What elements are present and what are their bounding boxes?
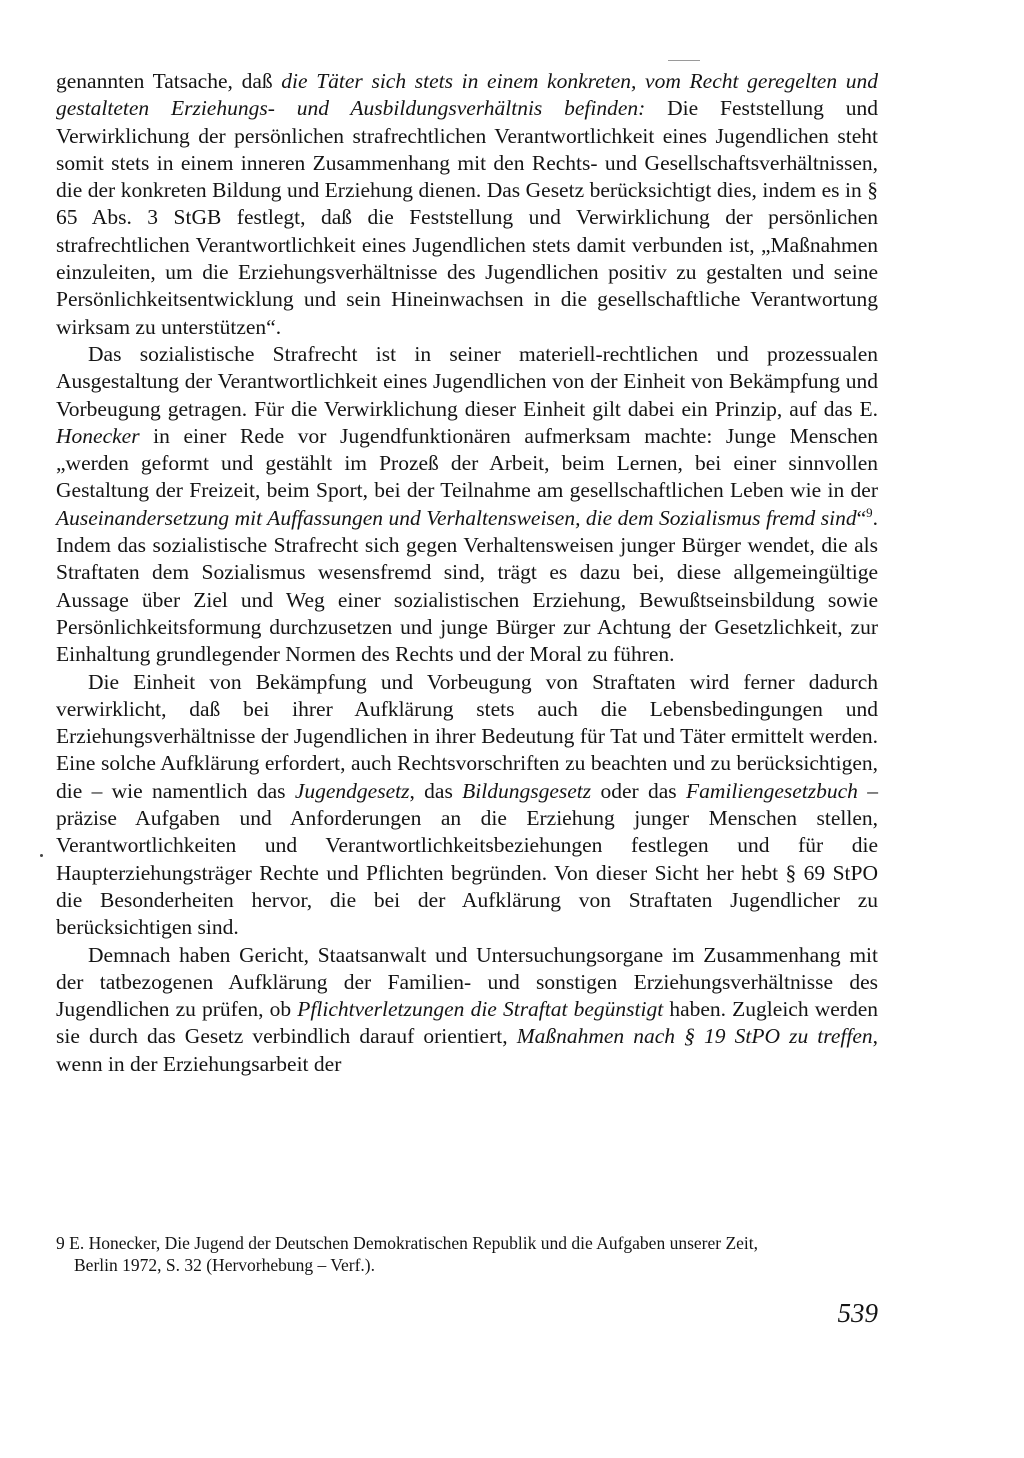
text-run: Die Einheit von Bekämpfung und Vorbeugung von Straftaten wird ferner dadurch verwirklicht, daß bei ihrer Aufklärung stets auch die Lebensbedingungen und Erziehungsverhältnisse der Jugendlichen in ihrer Bedeutung für Tat und Täter ermittelt werden. Eine solche Aufklärung erfordert, auch Rechtsvorschriften zu beachten und zu berücksichtigen, die – wie namentlich das [56,669,878,803]
paragraph-2 [56,341,878,669]
text-run: , wenn in der Erziehungsarbeit der [56,1024,879,1076]
emphasis-text: Honecker [56,423,140,448]
text-run: Demnach haben Gericht, Staatsanwalt und Untersuchungsorgane im Zusammenhang mit der tatbezogenen Aufklärung der Familien- und sonstigen Erziehungsverhältnisse des Jugendlichen zu prüfen, ob [56,942,878,1022]
body-text [56,68,878,1078]
paragraph-4 [56,942,878,1078]
footnote-line-2: Berlin 1972, S. 32 (Hervorhebung – Verf.). [74,1254,376,1275]
emphasis-text: Familiengesetzbuch [685,778,858,803]
emphasis-text: Maßnahmen nach § 19 StPO zu treffen [516,1024,873,1049]
page-number: 539 [837,1298,878,1328]
text-run: Die Feststellung und Verwirklichung der persönlichen strafrechtlichen Verantwortlichkeit eines Jugendlichen steht somit stets in einem inneren Zusammenhang mit den Rechts- und Gesellschaftsverhältnissen, die der konkreten Bildung und Erziehung dienen. Das Gesetz berücksichtigt dies, indem es in § 65 Abs. 3 StGB festlegt, daß die Feststellung und Verwirklichung der persönlichen strafrechtlichen Verantwortlichkeit eines Jugendlichen stets damit verbunden ist, „Maßnahmen einzuleiten, um die Erziehungsverhältnisse des Jugendlichen positiv zu gestalten und seine Persönlichkeitsentwicklung und sein Hineinwachsen in die gesellschaftliche Verantwortung wirksam zu unterstützen“. [56,96,878,339]
paragraph-3 [56,669,878,942]
text-run: “ [856,505,867,530]
text-run: genannten Tatsache, daß [56,69,282,93]
scan-mark [668,60,700,61]
footnote-line-1 [56,1233,878,1255]
emphasis-text: Bildungsgesetz [462,778,592,803]
footnote-ref: 9 [866,505,873,520]
footnote-number: 9 [56,1233,65,1253]
emphasis-text: die Täter sich stets in einem konkreten, vom Recht geregelten und gestalteten Erziehungs- und Ausbildungsverhältnis befinden: [56,69,878,121]
text-run: . Indem das sozialistische Strafrecht sich gegen Verhaltensweisen junger Bürger wendet, die als Straftaten dem Sozialismus wesensfremd sind, trägt es dazu bei, diese allgemeingültige Aussage über Ziel und Weg einer sozialistischen Erziehung, Bewußtseinsbildung sowie Persönlichkeitsformung durchzusetzen und junge Bürger zur Achtung der Gesetzlichkeit, zur Einhaltung grundlegender Normen des Rechts und der Moral zu führen. [56,505,878,667]
footnote [56,1233,878,1276]
footnote-text-1: E. Honecker, Die Jugend der Deutschen Demokratischen Republik und die Aufgaben unserer Zeit, [69,1233,758,1253]
text-run: oder das [591,778,686,803]
text-run: , das [409,778,463,803]
text-run: Das sozialistische Strafrecht ist in seiner materiell-rechtlichen und prozessualen Ausgestaltung der Verantwortlichkeit eines Jugendlichen von der Einheit von Bekämpfung und Vorbeugung getragen. Für die Verwirklichung dieser Einheit gilt dabei ein Prinzip, auf das E. [56,341,878,421]
text-run: haben. Zugleich werden sie durch das Gesetz verbindlich darauf orientiert, [56,997,878,1049]
paragraph-1 [56,68,878,341]
emphasis-text: Jugendgesetz [294,778,410,803]
scan-dot [40,854,43,857]
emphasis-text: Pflichtverletzungen die Straftat begünstigt [297,997,664,1022]
emphasis-text: Auseinandersetzung mit Auffassungen und Verhaltensweisen, die dem Sozialismus fremd sind [56,505,857,530]
text-run: – präzise Aufgaben und Anforderungen an die Erziehung junger Menschen stellen, Verantwortlichkeiten und Verantwortlichkeitsbeziehungen festlegen und für die Haupterziehungsträger Rechte und Pflichten begründen. Von dieser Sicht her hebt § 69 StPO die Besonderheiten hervor, die bei der Aufklärung von Straftaten Jugendlicher zu berücksichtigen sind. [56,778,878,940]
text-run: in einer Rede vor Jugendfunktionären aufmerksam machte: Junge Menschen „werden geformt und gestählt im Prozeß der Arbeit, beim Lernen, bei einer sinnvollen Gestaltung der Freizeit, beim Sport, bei der Teilnahme am gesellschaftlichen Leben wie in der [56,423,878,503]
